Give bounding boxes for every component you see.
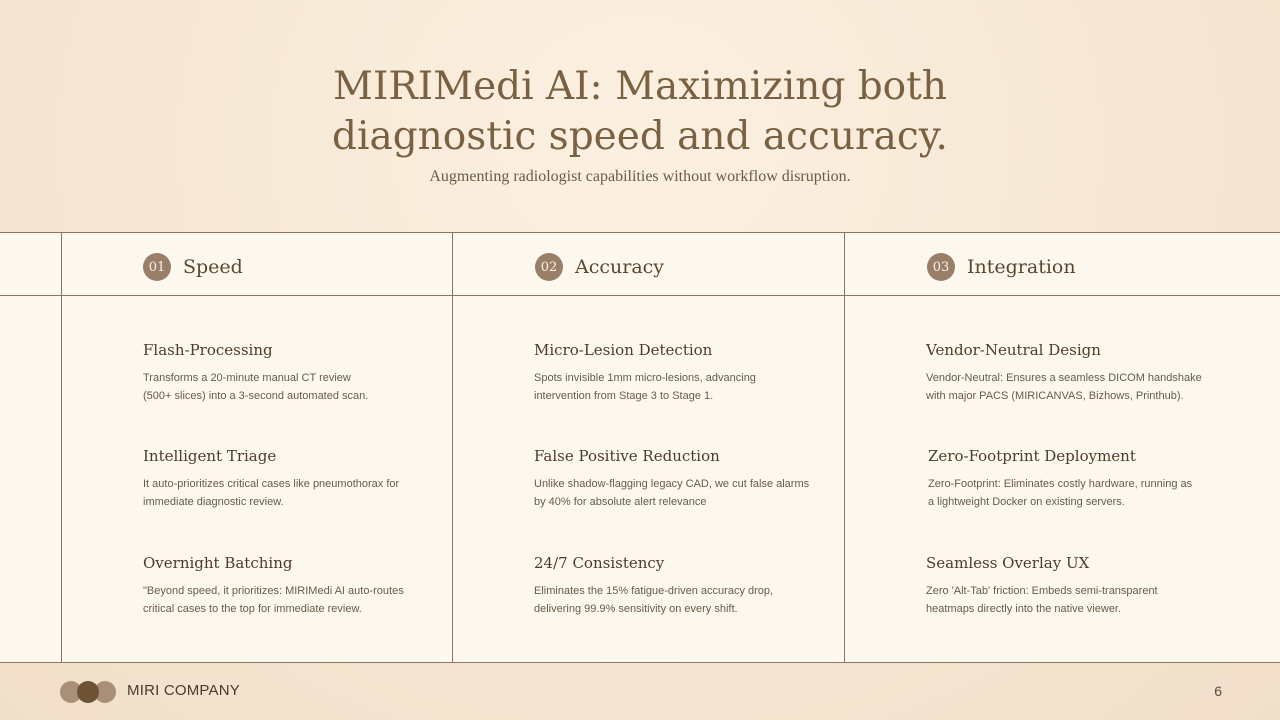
slide-title-line-2: diagnostic speed and accuracy. (332, 114, 948, 159)
feature-description: Zero 'Alt-Tab' friction: Embeds semi-transparent heatmaps directly into the native viewer. (926, 585, 1158, 615)
column-divider-1 (452, 233, 453, 662)
feature-item (534, 554, 824, 618)
feature-board (0, 232, 1280, 663)
column-header-speed (143, 252, 243, 282)
feature-item (143, 341, 433, 405)
feature-description: Zero-Footprint: Eliminates costly hardware, running as a lightweight Docker on existing servers. (928, 478, 1193, 508)
column-title: Speed (183, 256, 243, 278)
column-title: Integration (967, 256, 1076, 278)
feature-title: 24/7 Consistency (534, 554, 665, 572)
column-number-badge: 02 (535, 253, 563, 281)
feature-item (926, 554, 1216, 618)
feature-description: Vendor-Neutral: Ensures a seamless DICOM handshake with major PACS (MIRICANVAS, Bizhows, Printhub). (926, 372, 1202, 402)
column-divider-left (61, 233, 62, 662)
feature-item (143, 554, 433, 618)
feature-title: Intelligent Triage (143, 447, 277, 465)
feature-title: False Positive Reduction (534, 447, 720, 465)
company-logo-icon (60, 681, 116, 703)
feature-item (928, 447, 1218, 511)
feature-item (534, 341, 824, 405)
column-number-badge: 01 (143, 253, 171, 281)
feature-item (926, 341, 1216, 405)
company-name: MIRI COMPANY (127, 682, 240, 699)
slide-header (0, 0, 1280, 232)
feature-title: Flash-Processing (143, 341, 273, 359)
column-header-integration (927, 252, 1076, 282)
feature-description: Transforms a 20-minute manual CT review (500+ slices) into a 3-second automated scan. (143, 372, 369, 402)
logo-circle-middle (77, 681, 99, 703)
column-header-accuracy (535, 252, 664, 282)
header-divider (0, 295, 1280, 296)
feature-title: Micro-Lesion Detection (534, 341, 713, 359)
feature-title: Seamless Overlay UX (926, 554, 1090, 572)
feature-title: Vendor-Neutral Design (926, 341, 1101, 359)
slide-footer (0, 662, 1280, 720)
slide-title-line-1: MIRIMedi AI: Maximizing both (333, 64, 947, 109)
feature-description: Unlike shadow-flagging legacy CAD, we cut false alarms by 40% for absolute alert relevance (534, 478, 810, 508)
feature-description: Spots invisible 1mm micro-lesions, advancing intervention from Stage 3 to Stage 1. (534, 372, 756, 402)
feature-item (534, 447, 824, 511)
slide-title (0, 62, 1280, 162)
column-title: Accuracy (575, 256, 665, 278)
slide-subtitle: Augmenting radiologist capabilities without workflow disruption. (429, 168, 851, 185)
feature-description: Eliminates the 15% fatigue-driven accuracy drop, delivering 99.9% sensitivity on every shift. (534, 585, 774, 615)
page-number: 6 (1214, 683, 1222, 699)
feature-title: Zero-Footprint Deployment (928, 447, 1136, 465)
feature-description: It auto-prioritizes critical cases like pneumothorax for immediate diagnostic review. (143, 478, 400, 508)
feature-item (143, 447, 433, 511)
feature-title: Overnight Batching (143, 554, 293, 572)
column-number-badge: 03 (927, 253, 955, 281)
feature-description: "Beyond speed, it prioritizes: MIRIMedi AI auto-routes critical cases to the top for immediate review. (143, 585, 404, 615)
column-divider-2 (844, 233, 845, 662)
